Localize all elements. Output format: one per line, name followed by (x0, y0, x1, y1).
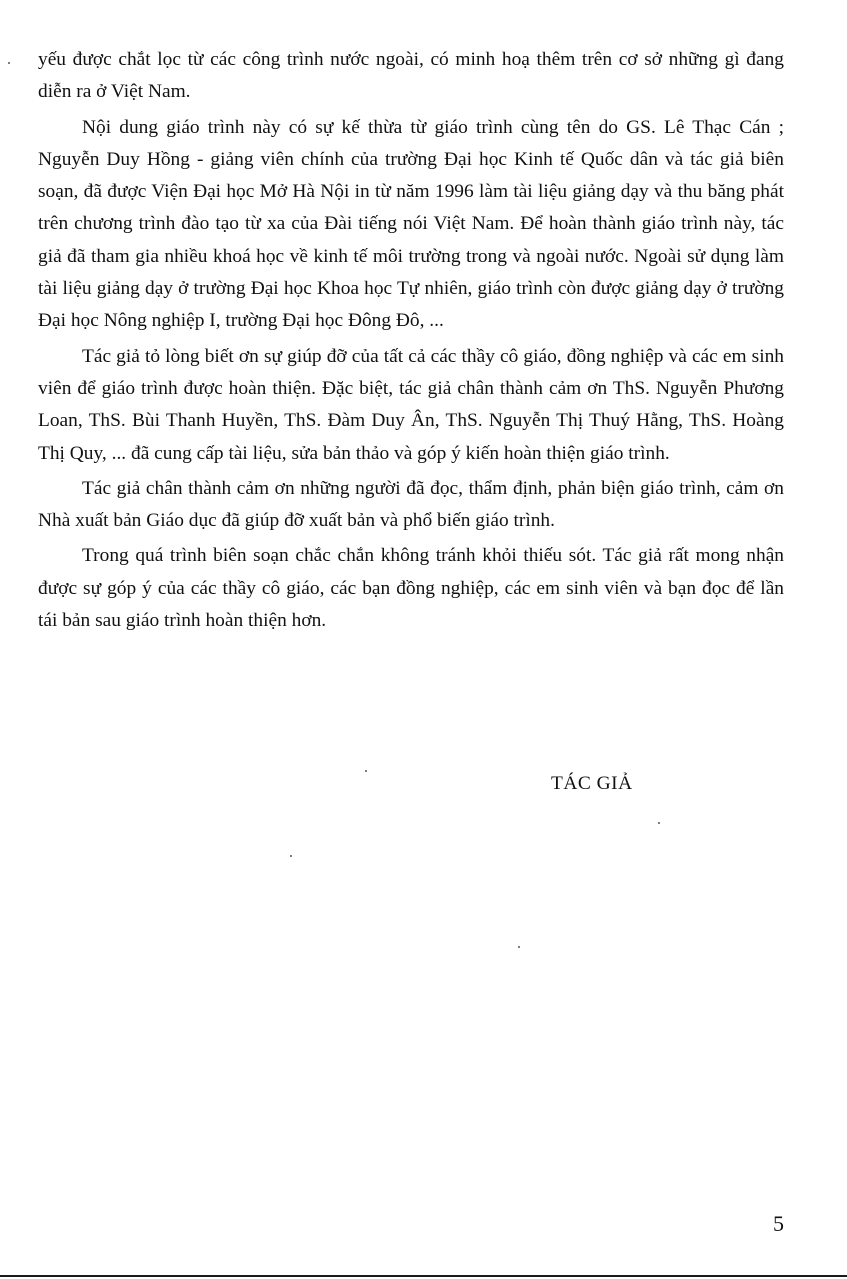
paragraph-curriculum-origin: Nội dung giáo trình này có sự kế thừa từ giáo trình cùng tên do GS. Lê Thạc Cán ; Nguyễn Duy Hồng - giảng viên chính của trường Đại học Kinh tế Quốc dân và tác giả biên soạn, đã được Viện Đại học Mở Hà Nội in từ năm 1996 làm tài liệu giảng dạy và thu băng phát trên chương trình đào tạo từ xa của Đài tiếng nói Việt Nam. Để hoàn thành giáo trình này, tác giả đã tham gia nhiều khoá học về kinh tế môi trường trong và ngoài nước. Ngoài sử dụng làm tài liệu giảng dạy ở trường Đại học Khoa học Tự nhiên, giáo trình còn được giảng dạy ở trường Đại học Nông nghiệp I, trường Đại học Đông Đô, ... (38, 116, 784, 332)
scan-speck (8, 62, 10, 64)
paragraph-acknowledgement-colleagues: Tác giả tỏ lòng biết ơn sự giúp đỡ của tất cả các thầy cô giáo, đồng nghiệp và các em sinh viên để giáo trình được hoàn thiện. Đặc biệt, tác giả chân thành cảm ơn ThS. Nguyễn Phương Loan, ThS. Bùi Thanh Huyền, ThS. Đàm Duy Ân, ThS. Nguyễn Thị Thuý Hằng, ThS. Hoàng Thị Quy, ... đã cung cấp tài liệu, sửa bản thảo và góp ý kiến hoàn thiện giáo trình. (38, 345, 784, 464)
paragraph-acknowledgement-reviewers: Tác giả chân thành cảm ơn những người đã đọc, thẩm định, phản biện giáo trình, cảm ơn Nhà xuất bản Giáo dục đã giúp đỡ xuất bản và phổ biến giáo trình. (38, 477, 784, 532)
scan-speck (518, 946, 520, 948)
page-bottom-edge (0, 1275, 847, 1277)
scan-speck (365, 770, 367, 772)
author-signature: TÁC GIẢ (551, 773, 633, 794)
scan-speck (290, 855, 292, 857)
page-number: 5 (773, 1211, 784, 1236)
scan-speck (658, 822, 660, 824)
body-text (38, 44, 784, 637)
paragraph-closing-remark: Trong quá trình biên soạn chắc chắn không tránh khỏi thiếu sót. Tác giả rất mong nhận được sự góp ý của các thầy cô giáo, các bạn đồng nghiệp, các em sinh viên và bạn đọc để lần tái bản sau giáo trình hoàn thiện hơn. (38, 545, 784, 632)
paragraph-continuation: yếu được chắt lọc từ các công trình nước ngoài, có minh hoạ thêm trên cơ sở những gì đang diễn ra ở Việt Nam. (38, 49, 784, 103)
